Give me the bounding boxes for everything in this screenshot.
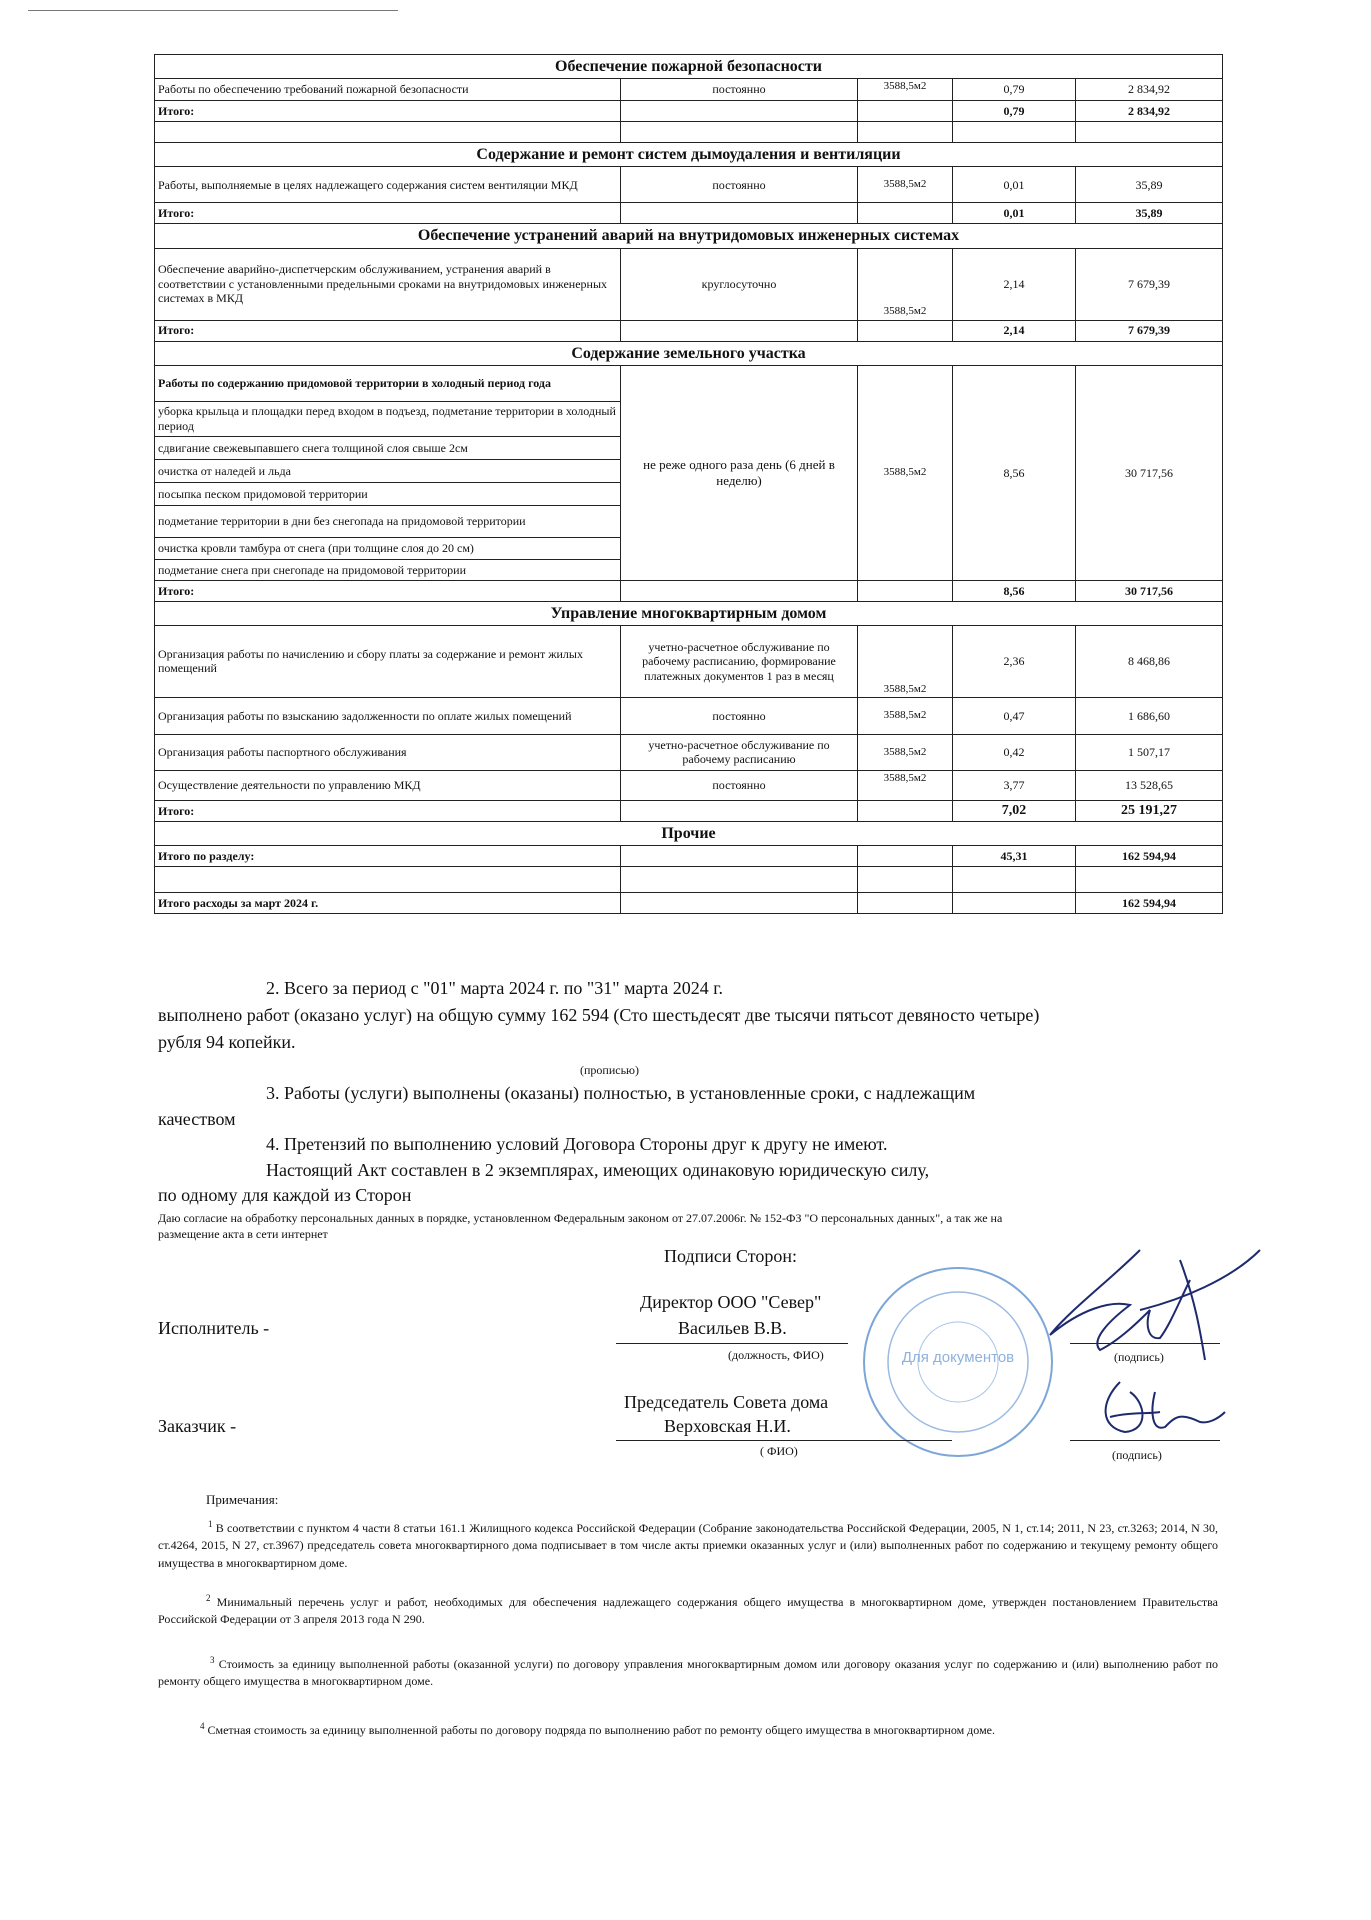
- service-periodicity: постоянно: [621, 167, 858, 203]
- total-rate: 0,01: [953, 203, 1076, 224]
- service-rate: 0,01: [953, 167, 1076, 203]
- notes-heading: Примечания:: [206, 1492, 279, 1507]
- service-name: Обеспечение аварийно-диспетчерским обслуживанием, устранения аварий в соответствии с установленными предельными сроками на внутридомовых инженерных системах в МКД: [155, 248, 621, 320]
- service-row: [155, 770, 1223, 800]
- work-item: очистка кровли тамбура от снега (при толщине слоя до 20 см): [155, 537, 621, 559]
- total-sum: 35,89: [1076, 203, 1223, 224]
- work-item: подметание снега при снегопаде на придомовой территории: [155, 559, 621, 580]
- section-title: Обеспечение устранений аварий на внутридомовых инженерных системах: [155, 224, 1223, 248]
- service-sum: 7 679,39: [1076, 248, 1223, 320]
- service-area: 3588,5м2: [858, 365, 953, 580]
- total-row: [155, 101, 1223, 122]
- work-item: посыпка песком придомовой территории: [155, 482, 621, 505]
- service-row: [155, 625, 1223, 697]
- paragraph-5-line-2: по одному для каждой из Сторон: [158, 1185, 412, 1205]
- note-2: [158, 1592, 1218, 1629]
- service-name: Организация работы паспортного обслуживания: [155, 734, 621, 770]
- paragraph-5-line-1: Настоящий Акт составлен в 2 экземплярах, имеющих одинаковую юридическую силу,: [266, 1160, 930, 1180]
- executor-position: Директор ООО "Север": [640, 1292, 822, 1312]
- executor-signature: [1030, 1240, 1270, 1370]
- service-sum: 2 834,92: [1076, 79, 1223, 101]
- service-area: 3588,5м2: [858, 734, 953, 770]
- work-item: подметание территории в дни без снегопада на придомовой территории: [155, 505, 621, 537]
- service-periodicity: постоянно: [621, 770, 858, 800]
- service-area: 3588,5м2: [858, 697, 953, 734]
- services-table: [154, 54, 1223, 914]
- month-total-label: Итого расходы за март 2024 г.: [155, 893, 621, 914]
- note-2-text: Минимальный перечень услуг и работ, необходимых для обеспечения надлежащего содержания общего имущества в многоквартирном доме, утвержден постановлением Правительства Российской Федерации от 3 апреля 2013 года N 290.: [158, 1595, 1219, 1627]
- service-area: 3588,5м2: [858, 248, 953, 320]
- section-title: Содержание и ремонт систем дымоудаления и вентиляции: [155, 143, 1223, 167]
- service-name: Работы по обеспечению требований пожарной безопасности: [155, 79, 621, 101]
- paragraph-2-line-2: выполнено работ (оказано услуг) на общую сумму 162 594 (Сто шестьдесят две тысячи пятьсот девяносто четыре): [158, 1005, 1040, 1025]
- section-title: Управление многоквартирным домом: [155, 601, 1223, 625]
- customer-position: Председатель Совета дома: [624, 1392, 829, 1412]
- service-periodicity: постоянно: [621, 79, 858, 101]
- customer-signature: [1090, 1372, 1230, 1452]
- note-1-text: В соответствии с пунктом 4 части 8 статьи 161.1 Жилищного кодекса Российской Федерации (Собрание законодательства Российской Федерации, 2005, N 1, ст.14; 2011, N 23, ст.3263; 2014, N 30, ст.4264, 2015, N 27, ст.3967) председатель совета многоквартирного дома подписывает в том числе акты приемки оказанных услуг и (или) выполненных работ по содержанию и текущему ремонту общего имущества в многоквартирном доме.: [158, 1521, 1219, 1570]
- work-item: уборка крыльца и площадки перед входом в подъезд, подметание территории в холодный период: [155, 401, 621, 436]
- total-label: Итого:: [155, 320, 621, 341]
- total-row: [155, 203, 1223, 224]
- total-sum: 2 834,92: [1076, 101, 1223, 122]
- service-rate: 8,56: [953, 365, 1076, 580]
- service-area: 3588,5м2: [858, 770, 953, 800]
- note-4: [158, 1720, 1218, 1739]
- blank-row: [155, 122, 1223, 143]
- section-header-row: [155, 341, 1223, 365]
- signatures-heading: Подписи Сторон:: [664, 1246, 798, 1266]
- service-area: 3588,5м2: [858, 625, 953, 697]
- executor-name: Васильев В.В.: [678, 1318, 787, 1338]
- service-name: Организация работы по начислению и сбору платы за содержание и ремонт жилых помещений: [155, 625, 621, 697]
- service-rate: 0,79: [953, 79, 1076, 101]
- consent-line-2: размещение акта в сети интернет: [158, 1227, 328, 1241]
- section-total-sum: 162 594,94: [1076, 846, 1223, 867]
- note-3-text: Стоимость за единицу выполненной работы (оказанной услуги) по договору управления многоквартирным домом или договору оказания услуг по содержанию и (или) выполнению работ по ремонту общего имущества в многоквартирном доме.: [158, 1657, 1218, 1689]
- paragraph-3-line-2: качеством: [158, 1109, 236, 1129]
- service-periodicity: учетно-расчетное обслуживание по рабочему расписанию, формирование платежных документов 1 раз в месяц: [621, 625, 858, 697]
- work-item: сдвигание свежевыпавшего снега толщиной слоя свыше 2см: [155, 436, 621, 459]
- note-1-mark: 1: [208, 1519, 213, 1529]
- executor-sign-caption: (подпись): [1114, 1350, 1164, 1364]
- service-periodicity: учетно-расчетное обслуживание по рабочему расписанию: [621, 734, 858, 770]
- service-sum: 13 528,65: [1076, 770, 1223, 800]
- total-label: Итого:: [155, 800, 621, 821]
- section-total-rate: 45,31: [953, 846, 1076, 867]
- service-periodicity: круглосуточно: [621, 248, 858, 320]
- total-label: Итого:: [155, 101, 621, 122]
- service-rate: 2,14: [953, 248, 1076, 320]
- executor-caption: (должность, ФИО): [728, 1348, 824, 1362]
- service-rate: 3,77: [953, 770, 1076, 800]
- total-row: [155, 800, 1223, 821]
- section-total-label: Итого по разделу:: [155, 846, 621, 867]
- service-name: Организация работы по взысканию задолженности по оплате жилых помещений: [155, 697, 621, 734]
- stamp-text: Для документов: [901, 1349, 1015, 1366]
- service-name: Работы, выполняемые в целях надлежащего содержания систем вентиляции МКД: [155, 167, 621, 203]
- section-total-row: [155, 846, 1223, 867]
- service-sum: 35,89: [1076, 167, 1223, 203]
- service-rate: 0,42: [953, 734, 1076, 770]
- paragraph-2-line-3: рубля 94 копейки.: [158, 1032, 296, 1052]
- paragraph-2-line-1: 2. Всего за период с "01" марта 2024 г. по "31" марта 2024 г.: [266, 978, 724, 998]
- service-sum: 1 507,17: [1076, 734, 1223, 770]
- service-name: Осуществление деятельности по управлению МКД: [155, 770, 621, 800]
- executor-label: Исполнитель -: [158, 1318, 270, 1338]
- service-row: [155, 167, 1223, 203]
- section-header-row: [155, 821, 1223, 845]
- total-sum: 30 717,56: [1076, 580, 1223, 601]
- service-sum: 8 468,86: [1076, 625, 1223, 697]
- paragraph-3-line-1: 3. Работы (услуги) выполнены (оказаны) полностью, в установленные сроки, с надлежащим: [266, 1083, 976, 1103]
- total-row: [155, 320, 1223, 341]
- top-rule: [28, 10, 398, 11]
- note-3-mark: 3: [210, 1655, 215, 1665]
- service-sum: 1 686,60: [1076, 697, 1223, 734]
- total-sum: 7 679,39: [1076, 320, 1223, 341]
- note-2-mark: 2: [206, 1593, 211, 1603]
- note-3: [158, 1654, 1218, 1691]
- total-label: Итого:: [155, 580, 621, 601]
- total-sum: 25 191,27: [1076, 800, 1223, 821]
- section-header-row: [155, 55, 1223, 79]
- service-sum: 30 717,56: [1076, 365, 1223, 580]
- customer-sign-caption: (подпись): [1112, 1448, 1162, 1462]
- section-header-row: [155, 601, 1223, 625]
- section-title: Обеспечение пожарной безопасности: [155, 55, 1223, 79]
- paragraph-4: 4. Претензий по выполнению условий Договора Стороны друг к другу не имеют.: [266, 1134, 888, 1154]
- customer-name-line: [616, 1440, 952, 1441]
- section-header-row: [155, 143, 1223, 167]
- month-total-row: [155, 893, 1223, 914]
- total-rate: 8,56: [953, 580, 1076, 601]
- group-heading: Работы по содержанию придомовой территории в холодный период года: [155, 365, 621, 401]
- propisyu-caption: (прописью): [580, 1063, 640, 1077]
- service-row: [155, 734, 1223, 770]
- total-rate: 2,14: [953, 320, 1076, 341]
- service-row: [155, 79, 1223, 101]
- service-periodicity: не реже одного раза день (6 дней в неделю): [621, 365, 858, 580]
- consent-line-1: Даю согласие на обработку персональных данных в порядке, установленном Федеральным законом от 27.07.2006г. № 152-ФЗ "О персональных данных", а так же на: [158, 1211, 1003, 1225]
- work-item: очистка от наледей и льда: [155, 459, 621, 482]
- section-title: Прочие: [155, 821, 1223, 845]
- service-rate: 2,36: [953, 625, 1076, 697]
- note-1: [158, 1518, 1218, 1572]
- service-area: 3588,5м2: [858, 79, 953, 101]
- service-rate: 0,47: [953, 697, 1076, 734]
- customer-name: Верховская Н.И.: [664, 1416, 791, 1436]
- total-rate: 7,02: [953, 800, 1076, 821]
- executor-name-line: [616, 1343, 848, 1344]
- blank-row: [155, 867, 1223, 893]
- month-total-sum: 162 594,94: [1076, 893, 1223, 914]
- total-label: Итого:: [155, 203, 621, 224]
- total-rate: 0,79: [953, 101, 1076, 122]
- section-header-row: [155, 224, 1223, 248]
- customer-label: Заказчик -: [158, 1416, 237, 1436]
- note-4-text: Сметная стоимость за единицу выполненной работы по договору подряда по выполнению работ по ремонту общего имущества в многоквартирном доме.: [207, 1723, 995, 1737]
- service-row: [155, 248, 1223, 320]
- organization-stamp: [858, 1262, 1058, 1462]
- total-row: [155, 580, 1223, 601]
- service-row: [155, 697, 1223, 734]
- note-4-mark: 4: [200, 1721, 205, 1731]
- customer-caption: ( ФИО): [760, 1444, 798, 1458]
- service-periodicity: постоянно: [621, 697, 858, 734]
- section-title: Содержание земельного участка: [155, 341, 1223, 365]
- group-heading-row: [155, 365, 1223, 401]
- service-area: 3588,5м2: [858, 167, 953, 203]
